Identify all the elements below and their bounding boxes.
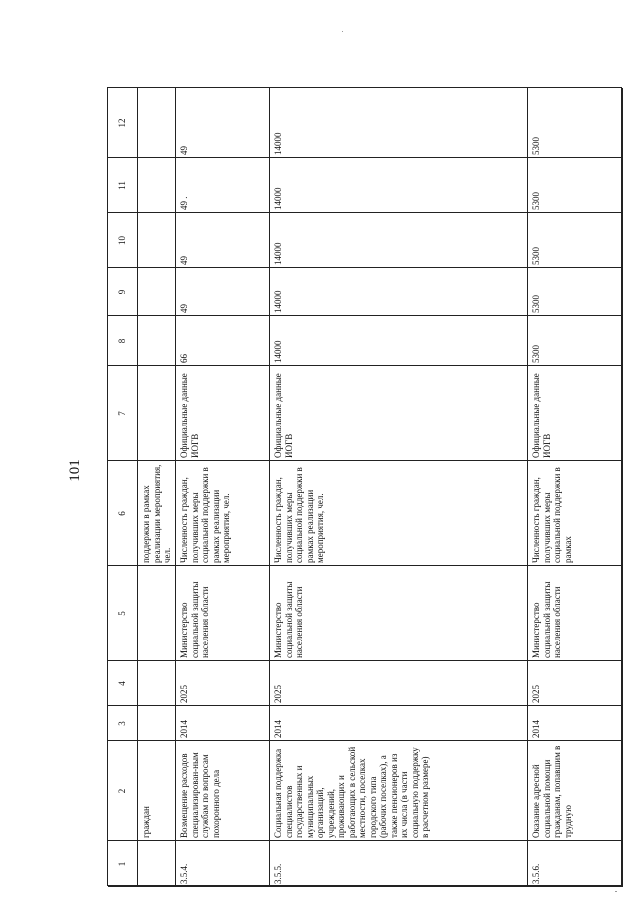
cell-text: 2025 (179, 685, 189, 703)
table-cell (528, 213, 623, 268)
cell-text: Министерство социальной защиты населения области (531, 581, 562, 658)
scan-speck (615, 891, 617, 892)
table-cell (270, 88, 528, 158)
table-cell (528, 88, 623, 158)
table-cell (176, 158, 270, 213)
table-cell (138, 841, 176, 887)
cell-text: Министерство социальной защиты населения области (179, 581, 210, 658)
table-cell (108, 566, 138, 661)
table-cell (270, 706, 528, 741)
cell-text: 14000 (273, 340, 283, 363)
cell-text: Социальная поддержка специалистов государственных и муниципальных организаций, учреждений, проживающих и работающих в сельской местности, поселках городского типа (рабочих поселках), а также пенсионеров из их числа (в части социальную поддержку в расчетном размере) (273, 746, 430, 838)
table-cell (270, 316, 528, 366)
table-cell (528, 461, 623, 566)
page-number: 101 (66, 459, 83, 482)
table-cell (528, 316, 623, 366)
table-cell (108, 88, 138, 158)
table-cell (138, 88, 176, 158)
cell-text (138, 706, 176, 741)
table-cell (108, 316, 138, 366)
table-cell (108, 158, 138, 213)
cell-text (138, 841, 176, 887)
cell-text (138, 268, 176, 316)
table-cell (270, 158, 528, 213)
table-cell (270, 566, 528, 661)
cell-text (138, 661, 176, 706)
table-cell (176, 841, 270, 887)
table-cell (138, 566, 176, 661)
table-cell (528, 706, 623, 741)
cell-text: 14000 (273, 187, 283, 210)
table-cell (138, 316, 176, 366)
column-number: 9 (117, 289, 127, 295)
cell-text: 14000 (273, 290, 283, 313)
table-cell (176, 661, 270, 706)
table-cell (270, 213, 528, 268)
cell-text: 49 (179, 146, 189, 155)
table-cell (270, 841, 528, 887)
cell-text: 5300 (531, 192, 541, 210)
column-number: 10 (117, 236, 127, 245)
table-cell (176, 566, 270, 661)
cell-text: 14000 (273, 242, 283, 265)
cell-text: Официальные данные ИОГВ (179, 373, 200, 458)
column-number: 7 (117, 411, 127, 416)
cell-text: 49 (179, 256, 189, 265)
column-number: 11 (117, 181, 127, 190)
cell-text: Министерство социальной защиты населения области (273, 581, 304, 658)
cell-text: 5300 (531, 345, 541, 363)
table-cell (270, 268, 528, 316)
table-cell (108, 268, 138, 316)
cell-text: 49 . (179, 196, 189, 210)
table-cell (108, 661, 138, 706)
cell-text: 5300 (531, 247, 541, 265)
column-number: 12 (117, 118, 127, 128)
cell-text (138, 566, 176, 661)
table-cell (138, 268, 176, 316)
table-cell (528, 566, 623, 661)
cell-text (138, 88, 176, 158)
cell-text (138, 213, 176, 268)
column-number: 5 (117, 611, 127, 616)
cell-text: 2014 (179, 720, 189, 738)
cell-text: 2014 (531, 720, 541, 738)
table-cell (108, 213, 138, 268)
cell-text: Численность граждан, получивших меры социальной поддержки в рамках (531, 467, 573, 563)
cell-text: граждан (141, 806, 151, 838)
data-table (107, 87, 622, 886)
table-cell (138, 461, 176, 566)
cell-text: Возмещение расходов специализирован-ным службам по вопросам похоронного дела (179, 752, 221, 838)
cell-text (138, 158, 176, 213)
column-number: 4 (117, 681, 127, 686)
table-cell (176, 461, 270, 566)
table-cell (108, 461, 138, 566)
table-cell (176, 316, 270, 366)
cell-text: Официальные данные ИОГВ (531, 373, 552, 458)
table-cell (528, 661, 623, 706)
table-cell (176, 213, 270, 268)
table-cell (176, 741, 270, 841)
cell-text: Оказание адресной социальной помощи гражданам, попавшим в трудную (531, 745, 573, 838)
table-cell (528, 741, 623, 841)
cell-text (138, 316, 176, 366)
cell-text: 3.5.5. (273, 863, 283, 884)
table-cell (528, 268, 623, 316)
table-cell (176, 366, 270, 461)
table-cell (176, 706, 270, 741)
table-cell (270, 366, 528, 461)
table-cell (270, 741, 528, 841)
cell-text: Численность граждан, получивших меры социальной поддержки в рамках реализации мероприятия, чел. (273, 467, 325, 563)
table-cell (270, 661, 528, 706)
cell-text: Официальные данные ИОГВ (273, 373, 294, 458)
table-cell (528, 158, 623, 213)
table-cell (138, 741, 176, 841)
cell-text: 2025 (531, 685, 541, 703)
cell-text: 3.5.6. (531, 863, 541, 884)
cell-text: Численность граждан, получивших меры социальной поддержки в рамках реализации мероприятия, чел. (179, 467, 231, 563)
column-number: 6 (117, 511, 127, 516)
column-number: 2 (117, 788, 127, 794)
table-cell (108, 841, 138, 887)
cell-text: 3.5.4. (179, 863, 189, 884)
table-cell (528, 841, 623, 887)
cell-text: 5300 (531, 137, 541, 155)
table-cell (108, 706, 138, 741)
table-cell (138, 158, 176, 213)
table-cell (108, 366, 138, 461)
table-cell (138, 706, 176, 741)
table-cell (108, 741, 138, 841)
column-number: 1 (117, 861, 127, 867)
cell-text: 14000 (273, 132, 283, 155)
table-cell (176, 88, 270, 158)
cell-text (138, 366, 176, 461)
cell-text: 49 (179, 304, 189, 313)
cell-text: 66 (179, 354, 189, 363)
table-cell (138, 213, 176, 268)
cell-text: 2014 (273, 720, 283, 738)
column-number: 8 (117, 338, 127, 344)
scan-speck (342, 31, 343, 32)
table-cell (270, 461, 528, 566)
table-cell (138, 661, 176, 706)
cell-text: 5300 (531, 295, 541, 313)
table-cell (176, 268, 270, 316)
table-cell (528, 366, 623, 461)
cell-text: 2025 (273, 685, 283, 703)
cell-text: поддержки в рамках реализации мероприятия, чел. (141, 464, 172, 563)
table-cell (138, 366, 176, 461)
column-number: 3 (117, 721, 127, 726)
